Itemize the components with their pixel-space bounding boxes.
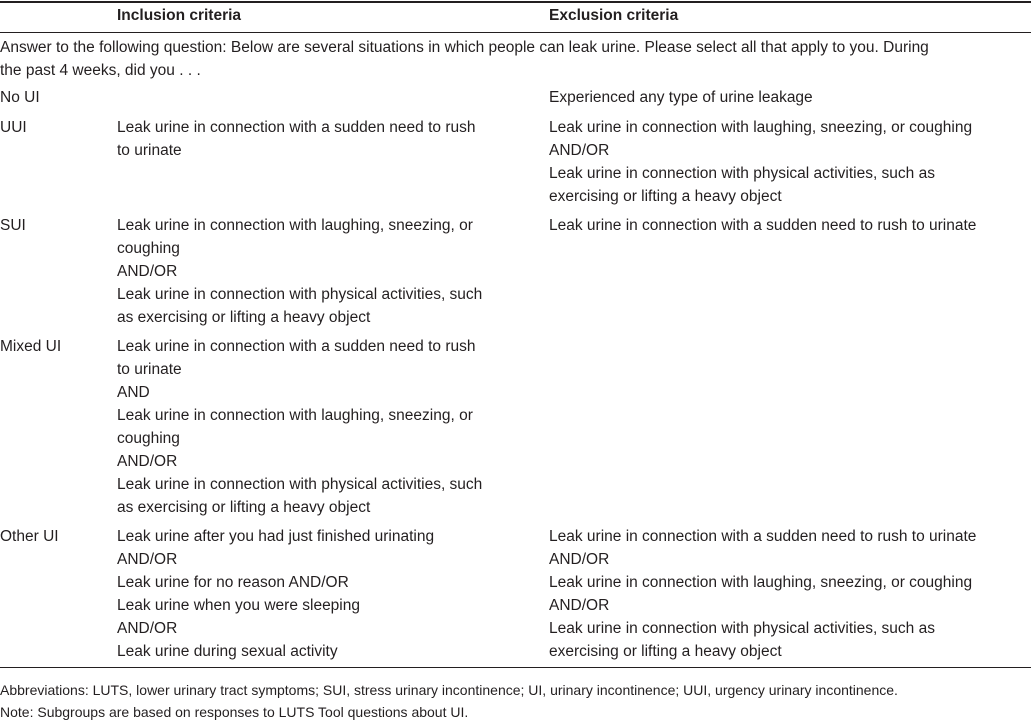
header-inclusion: Inclusion criteria (117, 7, 242, 24)
header-rule (0, 32, 1031, 33)
inclusion-line: Leak urine in connection with a sudden need to rush (117, 119, 476, 136)
exclusion-line: Experienced any type of urine leakage (549, 89, 813, 106)
exclusion-line: Leak urine in connection with a sudden need to rush to urinate (549, 217, 977, 234)
inclusion-cell (117, 214, 482, 329)
exclusion-line: AND/OR (549, 551, 610, 568)
question-line: Answer to the following question: Below are several situations in which people can leak urine. Please select all that apply to you. During (0, 39, 929, 56)
exclusion-line: Leak urine in connection with a sudden need to rush to urinate (549, 528, 977, 545)
exclusion-line: Leak urine in connection with laughing, sneezing, or coughing (549, 574, 973, 591)
exclusion-cell (549, 116, 972, 208)
exclusion-cell (549, 525, 976, 663)
inclusion-cell (117, 116, 475, 162)
inclusion-line: coughing (117, 430, 180, 447)
exclusion-cell (549, 214, 976, 237)
question-text (0, 36, 1031, 82)
inclusion-line: Leak urine in connection with physical activities, such (117, 286, 483, 303)
top-rule (0, 1, 1031, 3)
exclusion-line: Leak urine in connection with physical activities, such as (549, 165, 935, 182)
inclusion-line: Leak urine in connection with laughing, sneezing, or (117, 407, 473, 424)
inclusion-line: coughing (117, 240, 180, 257)
inclusion-line: Leak urine in connection with a sudden need to rush (117, 338, 476, 355)
inclusion-line: Leak urine in connection with laughing, sneezing, or (117, 217, 473, 234)
inclusion-line: Leak urine for no reason AND/OR (117, 574, 349, 591)
inclusion-line: Leak urine during sexual activity (117, 643, 338, 660)
exclusion-line: Leak urine in connection with laughing, sneezing, or coughing (549, 119, 973, 136)
inclusion-line: as exercising or lifting a heavy object (117, 309, 371, 326)
inclusion-line: AND/OR (117, 620, 178, 637)
group-label: No UI (0, 89, 40, 106)
group-label: Mixed UI (0, 338, 62, 355)
footnote-abbreviations: Abbreviations: LUTS, lower urinary tract symptoms; SUI, stress urinary incontinence; UI, urinary incontinence; UUI, urgency urinary incontinence. (0, 682, 898, 698)
inclusion-cell (117, 335, 482, 519)
question-line: the past 4 weeks, did you . . . (0, 62, 201, 79)
exclusion-line: Leak urine in connection with physical activities, such as (549, 620, 935, 637)
header-exclusion: Exclusion criteria (549, 7, 679, 24)
exclusion-line: AND/OR (549, 597, 610, 614)
group-label: UUI (0, 119, 27, 136)
bottom-rule (0, 667, 1031, 668)
inclusion-line: AND (117, 384, 150, 401)
inclusion-line: to urinate (117, 142, 182, 159)
inclusion-cell (117, 525, 434, 663)
inclusion-line: Leak urine when you were sleeping (117, 597, 360, 614)
footnote-note: Note: Subgroups are based on responses to LUTS Tool questions about UI. (0, 704, 469, 720)
inclusion-line: AND/OR (117, 453, 178, 470)
exclusion-line: exercising or lifting a heavy object (549, 643, 782, 660)
group-label: Other UI (0, 528, 59, 545)
inclusion-line: Leak urine after you had just finished urinating (117, 528, 435, 545)
inclusion-line: AND/OR (117, 551, 178, 568)
inclusion-line: to urinate (117, 361, 182, 378)
exclusion-line: AND/OR (549, 142, 610, 159)
group-label: SUI (0, 217, 26, 234)
exclusion-cell (549, 86, 813, 109)
exclusion-line: exercising or lifting a heavy object (549, 188, 782, 205)
inclusion-line: AND/OR (117, 263, 178, 280)
inclusion-line: Leak urine in connection with physical activities, such (117, 476, 483, 493)
inclusion-line: as exercising or lifting a heavy object (117, 499, 371, 516)
